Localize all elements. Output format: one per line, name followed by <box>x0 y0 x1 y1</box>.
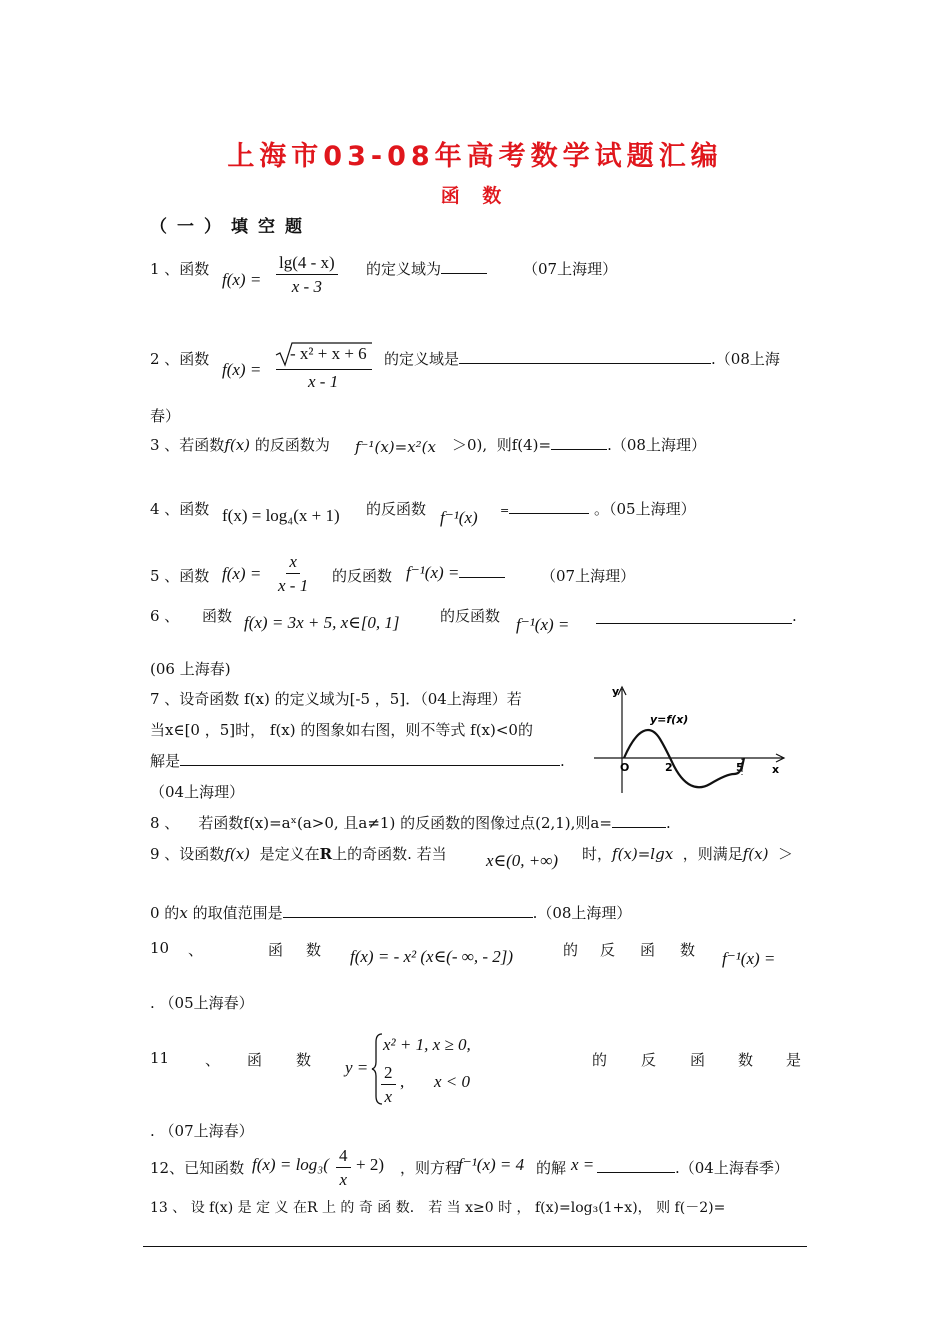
q7-line1: 7 、设奇函数 f(x) 的定义域为[-5 ，5]．（04上海理）若 <box>150 690 522 708</box>
q10-d4: 数 <box>680 941 696 959</box>
q10-d1: 的 <box>563 941 579 959</box>
q2-numerator: - x² + x + 6 <box>290 344 367 363</box>
q11-y: y = <box>345 1058 369 1077</box>
q4-eq: = <box>500 504 510 517</box>
q1-fx: f(x) = <box>222 270 262 289</box>
q11-num: 11 <box>150 1049 170 1067</box>
q1-text <box>366 258 487 279</box>
q9-text2: 上的奇函数. 若当 <box>332 845 447 863</box>
q2-answer-blank <box>459 349 711 364</box>
q9-lead: 9 、设函数 <box>150 845 225 863</box>
q3-finv: f⁻¹(x)=x²(x <box>355 438 436 456</box>
q2-denominator: x - 1 <box>308 372 339 391</box>
curve-label: y=f(x) <box>650 713 689 726</box>
q4-text: 的反函数 <box>366 500 427 518</box>
q9-line2 <box>150 902 631 923</box>
q7-line2: 当x∈[0 ，5]时， f(x) 的图象如右图，则不等式 f(x)<0的 <box>150 721 533 739</box>
q3-text2: 则f(4)= <box>496 436 552 454</box>
q3-lead: 3 、若函数 <box>150 436 225 454</box>
q8-answer-blank <box>612 813 666 828</box>
q9-line2b: 的取值范围是 <box>192 904 283 922</box>
q1-lead: 1 、函数 <box>150 260 210 278</box>
q11-c2: 数 <box>296 1051 312 1069</box>
q6-lead: 6 、 <box>150 607 180 625</box>
q13-line: 13 、 设 f(x) 是 定 义 在R 上 的 奇 函 数． 若 当 x≥0 时 ， f(x)=log₃(1+x)， 则 f(－2)= <box>150 1200 726 1216</box>
q11-dun: 、 <box>205 1051 221 1069</box>
q9-gt: ＞ <box>778 845 794 863</box>
q5-text: 的反函数 <box>332 567 393 585</box>
q12-den: x <box>339 1170 348 1189</box>
q9-source: .（08上海理） <box>532 904 632 922</box>
q12-expr: f(x) = log₃( <box>252 1155 329 1174</box>
q10-d2: 反 <box>600 941 616 959</box>
q10-c2: 数 <box>306 941 322 959</box>
q5-fraction <box>278 551 308 598</box>
q1-denominator: x - 3 <box>291 277 322 296</box>
q4-lead: 4 、函数 <box>150 500 210 518</box>
page-subtitle: 函 数 <box>440 185 510 207</box>
q12-finv: f⁻¹(x) = 4 <box>458 1155 525 1174</box>
q12-lead: 12、已知函数 <box>150 1159 245 1177</box>
q9-line1b <box>582 843 793 864</box>
q9-expr: f(x)=lgx <box>612 845 674 863</box>
q5-answer-blank <box>459 563 505 578</box>
q11-d2: 反 <box>641 1051 657 1069</box>
section-heading: （一）填空题 <box>150 217 312 237</box>
q6-expr: f(x) = 3x + 5, x∈[0, 1] <box>244 613 400 632</box>
q5-fx: f(x) = <box>222 564 262 583</box>
q10-d3: 函 <box>640 941 656 959</box>
q2-text-content: 的定义域是 <box>384 350 460 368</box>
q11-case2-num: 2 <box>381 1062 396 1085</box>
q11-d3: 函 <box>690 1051 706 1069</box>
q12-expr2: + 2) <box>356 1155 384 1174</box>
q1-source: （07上海理） <box>523 260 618 278</box>
q2-lead: 2 、函数 <box>150 350 210 368</box>
y-axis-label: y <box>612 685 620 698</box>
q12-text: ，则方程 <box>400 1159 461 1177</box>
q5-lead: 5 、函数 <box>150 567 210 585</box>
q6-source: (06 上海春) <box>150 660 231 678</box>
page-title: 上海市03-08年高考数学试题汇编 <box>227 141 723 172</box>
q3-source: .（08上海理） <box>607 436 706 454</box>
q6-answer-blank <box>596 623 792 624</box>
q6-text: 的反函数 <box>440 607 501 625</box>
q11-case2-frac <box>381 1062 396 1109</box>
q9-cond: x∈(0, +∞) <box>486 851 559 870</box>
q9-xv: x <box>179 904 188 922</box>
footer-divider <box>143 1246 807 1247</box>
q5-source: （07上海理） <box>541 567 636 585</box>
q11-c1: 函 <box>247 1051 263 1069</box>
q9-text1: 是定义在 <box>259 845 320 863</box>
q1-numerator: lg(4 - x) <box>276 252 338 275</box>
tick-label-2: 2 <box>665 761 673 774</box>
x-axis-label: x <box>772 763 780 776</box>
q9-fx2: f(x) <box>742 845 769 863</box>
q9-R: R <box>319 845 333 863</box>
q8-text: 若函数f(x)=aˣ(a>0, 且a≠1) 的反函数的图像过点(2,1),则a= <box>198 814 612 832</box>
q1-answer-blank <box>441 259 487 274</box>
q3-text1: 的反函数为 <box>254 436 330 454</box>
q9-text4: ，则满足 <box>682 845 743 863</box>
q11-case2-cond: x < 0 <box>434 1072 471 1091</box>
q4-rest <box>500 498 696 519</box>
q3-line <box>150 434 330 455</box>
q12-num: 4 <box>336 1145 351 1168</box>
q10-num: 10 <box>150 939 170 957</box>
q3-fx: f(x) <box>224 436 251 454</box>
q11-case2-den: x <box>384 1087 393 1106</box>
q12-text2: 的解 <box>536 1159 567 1177</box>
q2-text <box>384 348 780 369</box>
q7-answer-blank <box>180 751 560 766</box>
q12-source: .（04上海春季） <box>675 1159 789 1177</box>
q7-source: （04上海理） <box>150 783 245 801</box>
q4-expr: f(x) = log₄(x + 1) <box>222 506 340 525</box>
function-curve <box>624 730 744 787</box>
q9-line1a <box>150 843 447 864</box>
q6-end: . <box>792 607 797 625</box>
q7-end: . <box>560 752 565 770</box>
q5-finv <box>406 563 505 583</box>
q11-comma: , <box>400 1072 405 1091</box>
q9-answer-blank <box>283 903 533 918</box>
tick-label-5: 5 <box>736 761 744 774</box>
q12-xeq: x = <box>571 1155 595 1174</box>
q11-case1: x² + 1, x ≥ 0, <box>383 1035 471 1054</box>
q7-line3 <box>150 750 565 771</box>
q5-denominator: x - 1 <box>278 576 309 595</box>
q11-d4: 数 <box>738 1051 754 1069</box>
q12-rest <box>597 1157 789 1178</box>
q12-fraction <box>336 1145 351 1192</box>
q10-c1: 函 <box>268 941 284 959</box>
q12-answer-blank <box>597 1158 675 1173</box>
q9-line2a: 0 的 <box>150 904 180 922</box>
q2-fraction-bar <box>276 369 372 370</box>
q6-finv: f⁻¹(x) = <box>516 615 570 634</box>
q4-finv: f⁻¹(x) <box>440 508 478 527</box>
q4-answer-blank <box>509 499 589 514</box>
q1-fraction <box>276 252 338 299</box>
q2-source: .（08上海 <box>711 350 780 368</box>
q11-line2: . （07上海春） <box>150 1122 254 1140</box>
q11-d5: 是 <box>786 1051 802 1069</box>
q10-finv: f⁻¹(x) = <box>722 949 776 968</box>
q3-cond: ＞0), <box>452 436 488 454</box>
q7-line3-text: 解是 <box>150 752 181 770</box>
q10-line2: . （05上海春） <box>150 994 254 1012</box>
q9-fx: f(x) <box>224 845 251 863</box>
q8-line <box>150 812 671 833</box>
q8-end: . <box>665 814 671 832</box>
function-graph <box>592 683 792 795</box>
origin-label: O <box>620 761 630 774</box>
q9-text3: 时， <box>582 845 613 863</box>
q10-dun: 、 <box>188 941 204 959</box>
q6-word: 函数 <box>202 607 233 625</box>
q3-rest <box>452 434 706 455</box>
q10-expr: f(x) = - x² (x∈(- ∞, - 2]) <box>350 947 514 966</box>
q11-d1: 的 <box>592 1051 608 1069</box>
q8-lead: 8 、 <box>150 814 180 832</box>
q2-fx: f(x) = <box>222 360 262 379</box>
q2-source-cont: 春） <box>150 407 181 425</box>
q5-numerator: x <box>286 551 300 574</box>
q1-text-content: 的定义域为 <box>366 260 442 278</box>
q4-source: 。（05上海理） <box>594 500 696 518</box>
q3-answer-blank <box>551 435 607 450</box>
q5-finv-text: f⁻¹(x) = <box>406 563 460 582</box>
